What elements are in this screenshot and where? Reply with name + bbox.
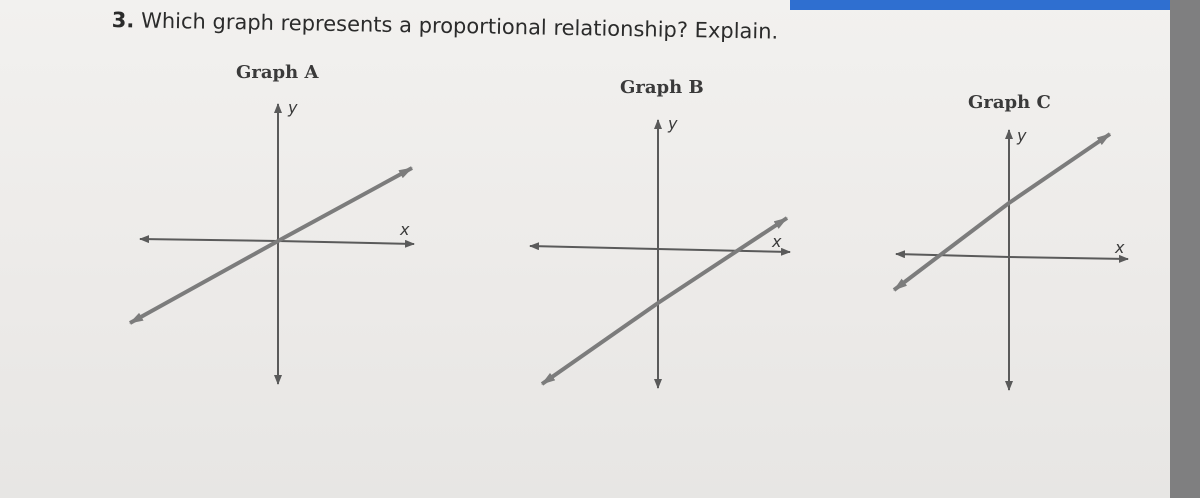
graph-c — [894, 130, 1128, 390]
graph-a-x-axis — [140, 239, 278, 241]
graph-a-title: Graph A — [236, 62, 319, 83]
graph-c-title: Graph C — [968, 92, 1051, 113]
graph-b-x-axis-right — [658, 249, 790, 252]
graph-c-line-down — [894, 203, 1009, 290]
graph-b-x-label: x — [772, 232, 782, 251]
graph-a-y-label: y — [288, 98, 298, 117]
graph-c-x-axis-right — [1009, 257, 1128, 259]
graph-b-title: Graph B — [620, 77, 704, 98]
graph-b-y-label: y — [668, 114, 678, 133]
question-prompt: Which graph represents a proportional relationship? Explain. — [140, 8, 779, 44]
graph-a — [130, 104, 414, 384]
graph-b — [530, 120, 790, 388]
graph-c-y-label: y — [1017, 126, 1027, 145]
graph-c-x-label: x — [1115, 238, 1125, 257]
graph-a-x-axis-right — [278, 241, 414, 244]
graph-c-line-up — [1009, 134, 1110, 203]
question-number: 3. — [111, 8, 135, 33]
graph-b-line-down — [542, 303, 658, 384]
graph-a-line-down — [130, 241, 278, 323]
graph-b-x-axis — [530, 246, 658, 249]
graph-b-line-up — [658, 218, 787, 303]
graph-c-x-axis — [896, 254, 1009, 257]
graph-a-line-up — [278, 168, 412, 241]
graph-a-x-label: x — [400, 220, 410, 239]
